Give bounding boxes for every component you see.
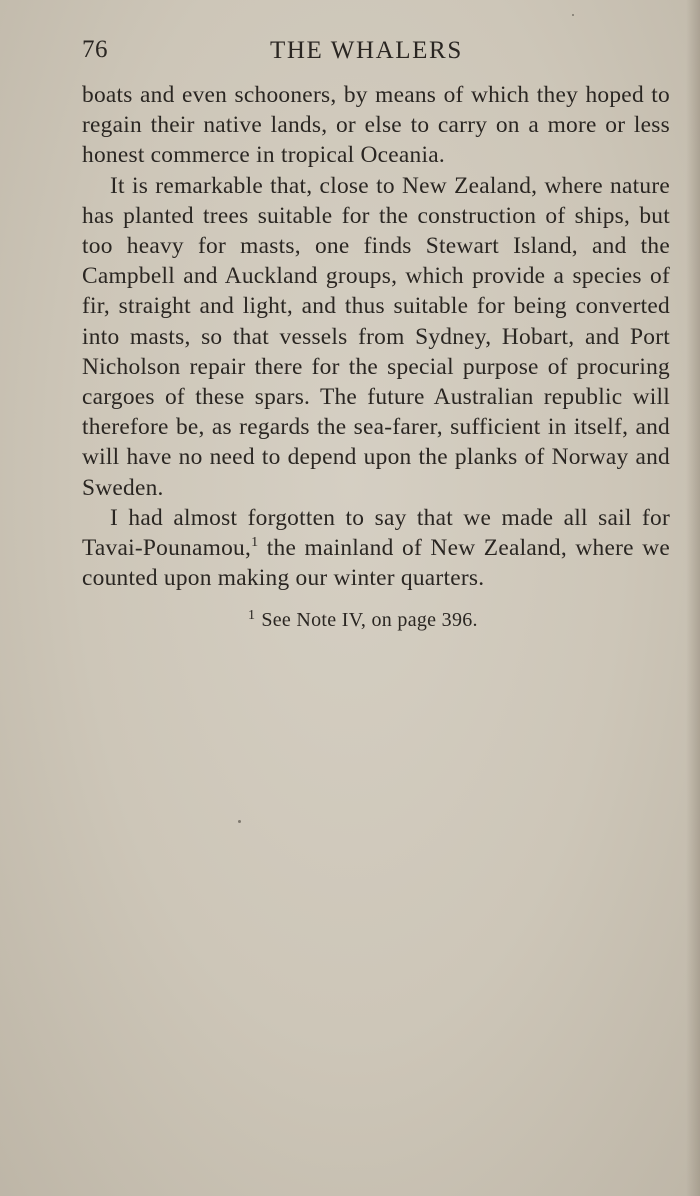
running-title: THE WHALERS bbox=[270, 37, 463, 64]
page-edge-shadow bbox=[686, 0, 700, 1196]
paper-speck bbox=[238, 820, 241, 823]
paragraph-2 bbox=[82, 171, 670, 503]
footnote bbox=[248, 608, 478, 632]
paragraph-3 bbox=[82, 503, 670, 594]
paper-speck bbox=[572, 14, 574, 16]
paragraph-2-text: It is remarkable that, close to New Zealand, where nature has planted trees suitable for the construction of ships, but too heavy for masts, one finds Stewart Island, and the Campbell and Auckland groups, which provide a species of fir, straight and light, and thus suitable for being converted into masts, so that vessels from Sydney, Hobart, and Port Nicholson repair there for the special purpose of procuring cargoes of these spars. The future Australian republic will therefore be, as regards the sea-farer, sufficient in itself, and will have no need to depend upon the planks of Norway and Sweden. bbox=[82, 172, 670, 501]
paragraph-3-text-before: I had almost forgotten to say that we made all sail for Tavai-Pounamou, bbox=[82, 504, 670, 562]
paragraph-3-text-after: the mainland of New Zealand, where we counted upon making our winter quarters. bbox=[82, 535, 670, 592]
footnote-text: See Note IV, on page 396. bbox=[261, 609, 478, 631]
paragraph-1-text: boats and even schooners, by means of which they hoped to regain their native lands, or else to carry on a more or less honest commerce in tropical Oceania. bbox=[82, 82, 670, 169]
footnote-reference[interactable]: 1 bbox=[251, 535, 259, 551]
running-head bbox=[82, 36, 672, 72]
body-text bbox=[82, 80, 670, 593]
paragraph-1 bbox=[82, 80, 670, 171]
footnote-marker: 1 bbox=[248, 608, 256, 623]
page-number: 76 bbox=[82, 36, 108, 63]
